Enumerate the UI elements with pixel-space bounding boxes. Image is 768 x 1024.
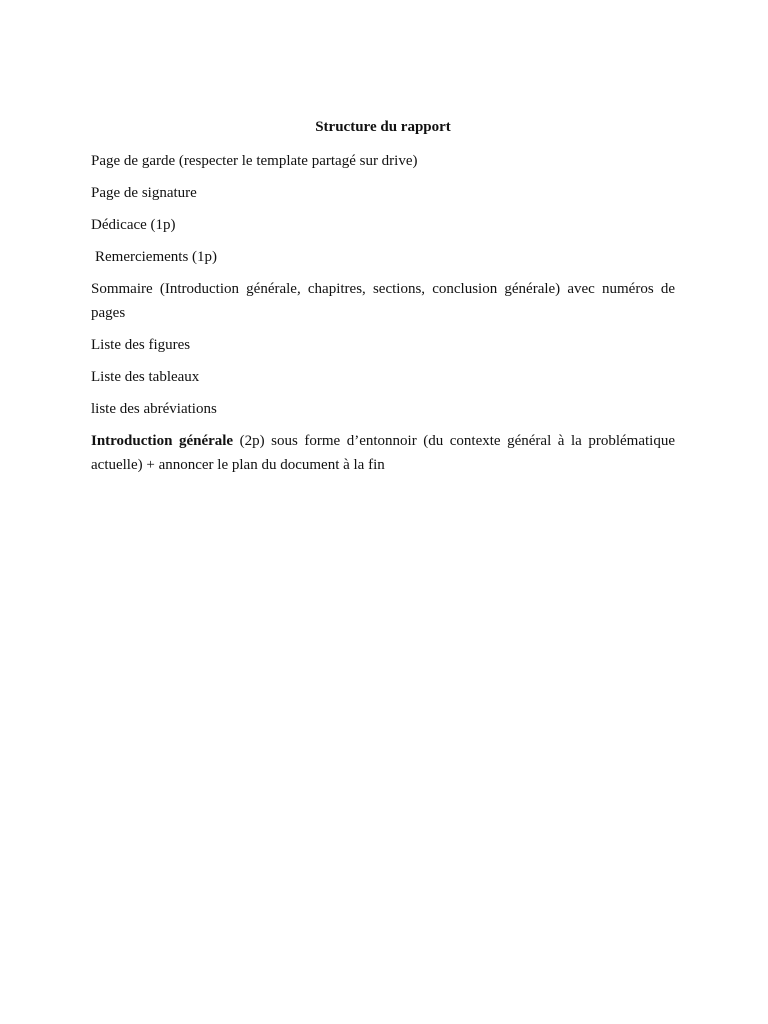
item-liste-des-abreviations: liste des abréviations <box>91 401 217 417</box>
item-introduction-generale <box>91 429 675 477</box>
introduction-label: Introduction générale <box>91 433 234 449</box>
item-liste-des-tableaux: Liste des tableaux <box>91 369 200 385</box>
item-sommaire: Sommaire (Introduction générale, chapitres, sections, conclusion générale) avec numéros de pages <box>91 281 675 321</box>
item-remerciements: Remerciements (1p) <box>95 249 218 265</box>
document-content <box>91 117 675 485</box>
item-page-de-signature: Page de signature <box>91 185 197 201</box>
item-page-de-garde: Page de garde (respecter le template partagé sur drive) <box>91 153 418 169</box>
item-dedicace: Dédicace (1p) <box>91 217 176 233</box>
introduction-text: (2p) sous forme d’entonnoir (du contexte général à la problématique actuelle) + annoncer le plan du document à la fin <box>91 433 675 473</box>
item-liste-des-figures: Liste des figures <box>91 337 191 353</box>
document-title: Structure du rapport <box>315 119 451 135</box>
